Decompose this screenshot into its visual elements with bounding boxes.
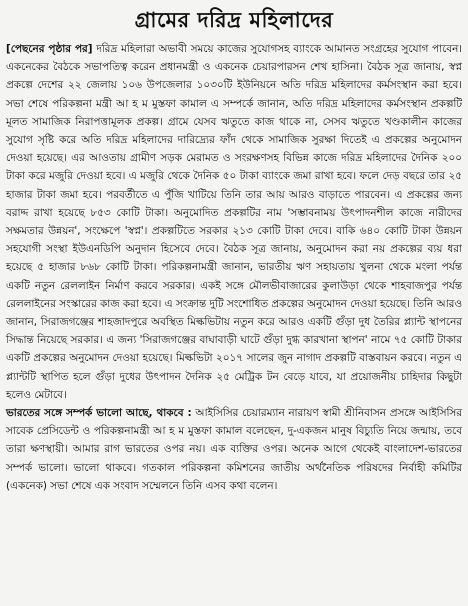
article-paragraph (6, 404, 462, 495)
paragraph-text: দরিদ্র মহিলারা অভাবী সময়ে কাজের সুযোগসহ ব্যাংকে আমানত সংগ্রহের সুযোগ পাবেন। একনেকের বৈঠকে সভাপতিত্ব করেন প্রধানমন্ত্রী ও একনেক চেয়ারপারসন শেখ হাসিনা। বৈঠক সূত্র জানায়, স্বপ্ন প্রকল্পে দেশের ২২ জেলায় ১০৬ উপজেলার ১০৩০টি ইউনিয়নে অতি দরিদ্র মহিলাদের কর্মসংস্থান করা হবে। সভা শেষে পরিকল্পনা মন্ত্রী আ হ ম মুস্তফা কামাল এ সম্পর্কে জানান, অতি দরিদ্র মহিলাদের কর্মসংস্থান প্রকল্পটি মূলত সামাজিক নিরাপত্তামূলক প্রকল্প। গ্রামে যেসব ঋতুতে কাজ থাকে না, সেসব ঋতুতে খণ্ডকালীন কাজের সুযোগ সৃষ্টি করে অতি দরিদ্র মহিলাদের দারিদ্র্যের ফাঁদ থেকে সামাজিক সুরক্ষা দিতেই এ প্রকল্পের অনুমোদন দেওয়া হয়েছে। এর আওতায় গ্রামীণ সড়ক মেরামত ও সংরক্ষণসহ বিভিন্ন কাজে দরিদ্র মহিলাদের দৈনিক ২০০ টাকা করে মজুরি দেওয়া হবে। এ মজুরি থেকে দৈনিক ৫০ টাকা ব্যাংকে জমা রাখা হবে। ফলে দেড় বছরে তার ২৫ হাজার টাকা জমা হবে। পরবর্তীতে এ পুঁজি খাটিয়ে তিনি তার আয় আরও বাড়াতে পারবেন। এ প্রকল্পের জন্য বরাদ্দ রাখা হয়েছে ৮৫৩ কোটি টাকা। অনুমোদিত প্রকল্পটির নাম 'সম্ভাবনাময় উৎপাদনশীল কাজে নারীদের সক্ষমতার উন্নয়ন', সংক্ষেপে 'স্বপ্ন'। প্রকল্পটিতে সরকার ২১৩ কোটি টাকা দেবে। বাকি ৬৪০ কোটি টাকা উন্নয়ন সহযোগী সংস্থা ইউএনডিপি অনুদান হিসেবে দেবে। বৈঠক সূত্র জানায়, অনুমোদন করা নয় প্রকল্পের ব্যয় ধরা হয়েছে ৫ হাজার ৮৬৮ কোটি টাকা। পরিকল্পনামন্ত্রী জানান, ভারতীয় ঋণ সহায়তায় খুলনা থেকে মংলা পর্যন্ত একটি নতুন রেললাইন নির্মাণ করবে সরকার। একই সঙ্গে মৌলভীবাজারের কুলাউড়া থেকে শাহবাজপুর পর্যন্ত রেললাইনের সংস্কারের কাজ করা হবে। এ সংক্রান্ত দুটি সংশোধিত প্রকল্পের অনুমোদন দেওয়া হয়েছে। তিনি আরও জানান, সিরাজগঞ্জের শাহজাদপুরে অবস্থিত মিল্কভিটায় নতুন করে আরও একটি গুঁড়া দুধ তৈরির প্ল্যান্ট স্থাপনের সিদ্ধান্ত নিয়েছে সরকার। এ জন্য 'সিরাজগঞ্জের বাঘাবাড়ী ঘাটে গুঁড়া দুগ্ধ কারখানা স্থাপন' নামে ৭৫ কোটি টাকার একটি প্রকল্পের অনুমোদন দেওয়া হয়েছে। মিল্কভিটা ২০১৭ সালের জুন নাগাদ প্রকল্পটি বাস্তবায়ন করবে। নতুন এ প্ল্যান্টটি স্থাপিত হলে গুঁড়া দুধের উৎপাদন দৈনিক ২৫ মেট্রিক টন বেড়ে যাবে, যা প্রয়োজনীয় চাহিদার কিছুটা হলেও মেটাবে। (6, 43, 463, 401)
article-headline: গ্রামের দরিদ্র মহিলাদের (134, 8, 334, 32)
paragraph-text: আইসিসির চেয়ারম্যান নারায়ণ স্বামী শ্রীনিবাসন প্রসঙ্গে আইসিসির সাবেক প্রেসিডেন্ট ও পরিকল্পনামন্ত্রী আ হ ম মুস্তফা কামাল বলেছেন, দু-একজন মানুষ বিচ্যুতি নিয়ে জন্মায়, তবে তারা ক্ষণস্থায়ী। আমার রাগ ভারতের ওপর নয়। এক ব্যক্তির ওপর। অনেক আগে থেকেই বাংলাদেশ-ভারতের সম্পর্ক ভালো। ভালো থাকবে। গতকাল পরিকল্পনা কমিশনের জাতীয় অর্থনৈতিক পরিষদের নির্বাহী কমিটির (একনেক) সভা শেষে এক সংবাদ সম্মেলনে তিনি এসব কথা বলেন। (6, 407, 462, 492)
section-subheading: ভারতের সঙ্গে সম্পর্ক ভালো আছে, থাকবে : (6, 407, 192, 420)
article-body (6, 40, 462, 495)
article-paragraph (6, 40, 462, 404)
continued-from-marker: [পেছনের পৃষ্ঠার পর] (6, 43, 93, 55)
